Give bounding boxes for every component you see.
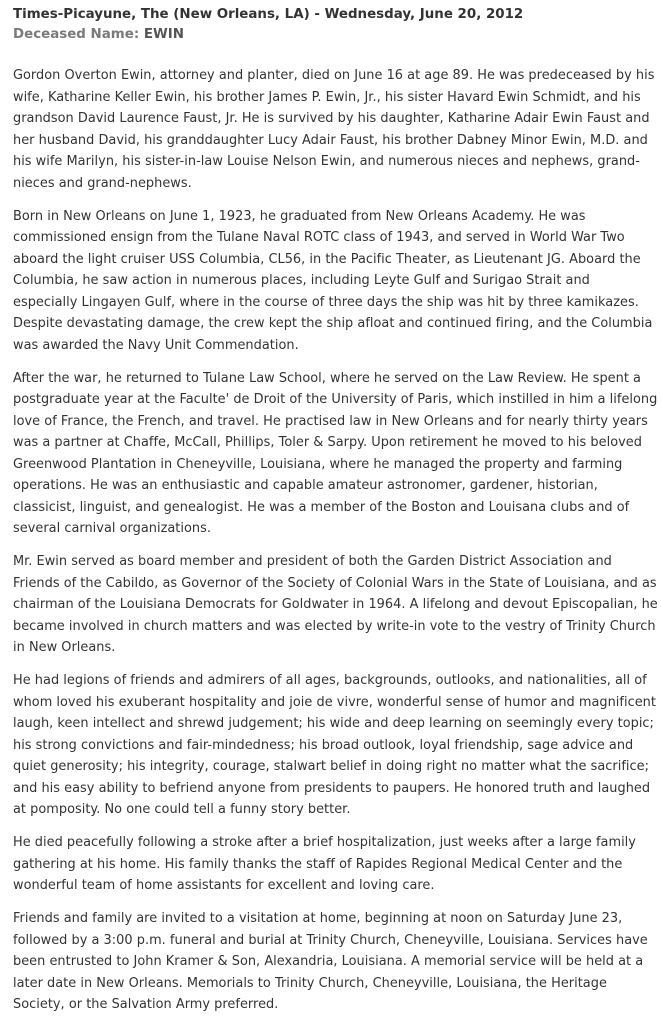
paragraph-career: After the war, he returned to Tulane Law School, where he served on the Law Review. He spent a postgraduate year at the Faculte' de Droit of the University of Paris, which instilled in him a lifelong love of France, the French, and travel. He practised law in New Orleans and for nearly thirty years was a partner at Chaffe, McCall, Phillips, Toler & Sarpy. Upon retirement he moved to his beloved Greenwood Plantation in Cheneyville, Louisiana, where he managed the property and farming operations. He was an enthusiastic and capable amateur astronomer, gardener, historian, classicist, linguist, and genealogist. He was a member of the Boston and Louisana clubs and of several carnival organizations. (13, 370, 658, 536)
obituary-body (13, 65, 658, 1016)
paragraph-character: He had legions of friends and admirers of all ages, backgrounds, outlooks, and nationalities, all of whom loved his exuberant hospitality and joie de vivre, wonderful sense of humor and magnificent laugh, keen intellect and shrewd judgement; his wide and deep learning on seemingly every topic; his strong convictions and fair-mindedness; his broad outlook, loyal friendship, sage advice and quiet generosity; his integrity, courage, stalwart belief in doing right no matter what the sacrifice; and his easy ability to befriend anyone from presidents to paupers. He honored truth and laughed at pomposity. No one could tell a funny story better. (13, 673, 656, 817)
publication-line: Times-Picayune, The (New Orleans, LA) - Wednesday, June 20, 2012 (13, 7, 524, 22)
paragraph-civic-service: Mr. Ewin served as board member and president of both the Garden District Association and Friends of the Cabildo, as Governor of the Society of Colonial Wars in the State of Louisiana, and as chairman of the Louisiana Democrats for Goldwater in 1964. A lifelong and devout Episcopalian, he became involved in church matters and was elected by write-in vote to the vestry of Trinity Church in New Orleans. (13, 554, 658, 655)
deceased-name-value: EWIN (143, 27, 184, 42)
deceased-name-line (13, 25, 658, 45)
paragraph-death: He died peacefully following a stroke after a brief hospitalization, just weeks after a large family gathering at his home. His family thanks the staff of Rapides Regional Medical Center and the wonderful team of home assistants for excellent and loving care. (13, 835, 636, 893)
paragraph-family: Gordon Overton Ewin, attorney and planter, died on June 16 at age 89. He was predeceased by his wife, Katharine Keller Ewin, his brother James P. Ewin, Jr., his sister Havard Ewin Schmidt, and his grandson David Laurence Faust, Jr. He is survived by his daughter, Katharine Adair Ewin Faust and her husband David, his granddaughter Lucy Adair Faust, his brother Dabney Minor Ewin, M.D. and his wife Marilyn, his sister-in-law Louise Nelson Ewin, and numerous nieces and nephews, grand-nieces and grand-nephews. (13, 68, 655, 191)
deceased-name-label: Deceased Name: (13, 27, 140, 42)
paragraph-early-life-military: Born in New Orleans on June 1, 1923, he graduated from New Orleans Academy. He was commissioned ensign from the Tulane Naval ROTC class of 1943, and served in World War Two aboard the light cruiser USS Columbia, CL56, in the Pacific Theater, as Lieutenant JG. Aboard the Columbia, he saw action in numerous places, including Leyte Gulf and Surigao Strait and especially Lingayen Gulf, where in the course of three days the ship was hit by three kamikazes. Despite devastating damage, the crew kept the ship afloat and continued firing, and the Columbia was awarded the Navy Unit Commendation. (13, 208, 653, 353)
paragraph-services: Friends and family are invited to a visitation at home, beginning at noon on Saturday June 23, followed by a 3:00 p.m. funeral and burial at Trinity Church, Cheneyville, Louisiana. Services have been entrusted to John Kramer & Son, Alexandria, Louisiana. A memorial service will be held at a later date in New Orleans. Memorials to Trinity Church, Cheneyville, Louisiana, the Heritage Society, or the Salvation Army preferred. (13, 911, 648, 1012)
